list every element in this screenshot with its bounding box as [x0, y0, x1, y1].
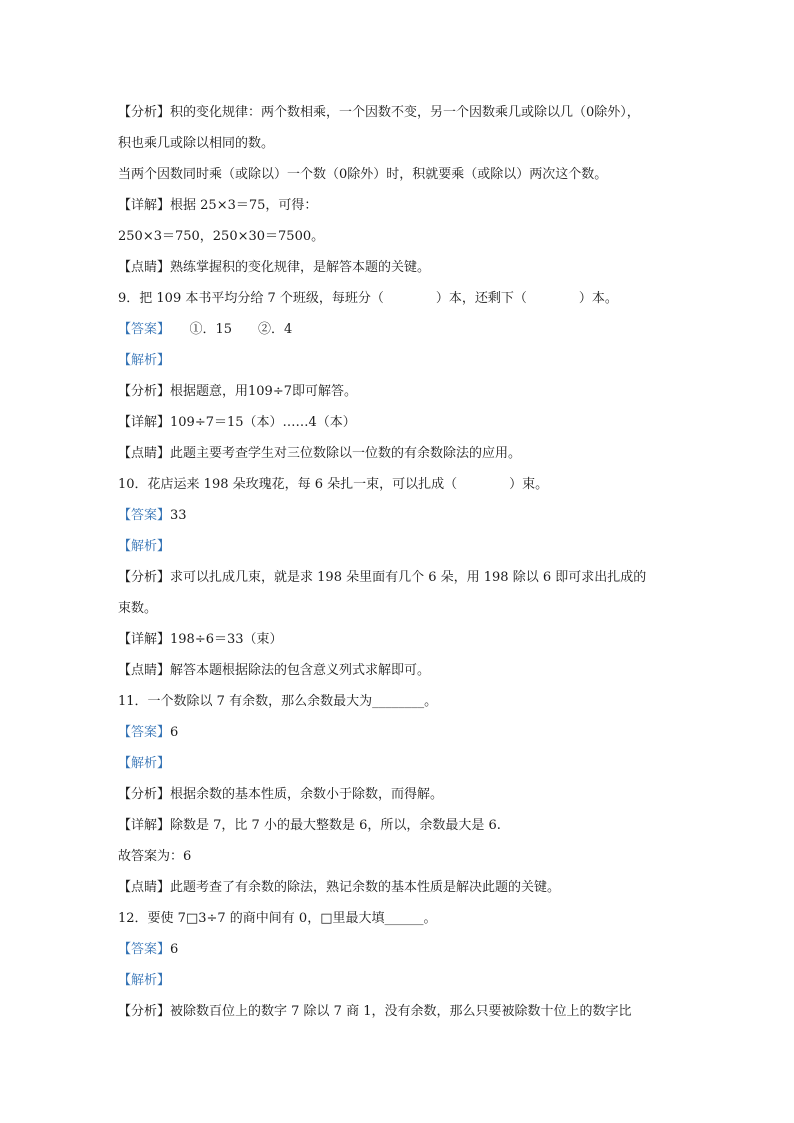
analysis-line-2: 积也乘几或除以相同的数。 [118, 136, 275, 151]
analysis-line-3: 当两个因数同时乘（或除以）一个数（0除外）时，积就要乘（或除以）两次这个数。 [118, 167, 608, 182]
explanation-heading-11: 【解析】 [118, 756, 171, 771]
detail-11: 【详解】除数是 7，比 7 小的最大整数是 6，所以，余数最大是 6. [118, 818, 501, 833]
question-11: 11．一个数除以 7 有余数，那么余数最大为________。 [118, 694, 438, 709]
analysis-10-line-1: 【分析】求可以扎成几束，就是求 198 朵里面有几个 6 朵，用 198 除以 6 即可求出扎成的 [118, 570, 647, 585]
answer-12: 【答案】6 [118, 942, 179, 957]
comment-line: 【点睛】熟练掌握积的变化规律，是解答本题的关键。 [118, 260, 431, 275]
explanation-heading-9: 【解析】 [118, 353, 171, 368]
detail-9: 【详解】109÷7＝15（本）……4（本） [118, 415, 356, 430]
question-10: 10．花店运来 198 朵玫瑰花，每 6 朵扎一束，可以扎成（ ）束。 [118, 477, 549, 492]
explanation-heading-10: 【解析】 [118, 539, 171, 554]
comment-11: 【点睛】此题考查了有余数的除法，熟记余数的基本性质是解决此题的关键。 [118, 880, 561, 895]
explanation-heading-12: 【解析】 [118, 973, 171, 988]
question-12: 12．要使 7□3÷7 的商中间有 0，□里最大填______。 [118, 911, 437, 926]
question-9: 9．把 109 本书平均分给 7 个班级，每班分（ ）本，还剩下（ ）本。 [118, 291, 618, 306]
analysis-10-line-2: 束数。 [118, 601, 158, 616]
answer-10: 【答案】33 [118, 508, 187, 523]
analysis-line-1: 【分析】积的变化规律：两个数相乘，一个因数不变，另一个因数乘几或除以几（0除外）， [118, 105, 640, 120]
answer-9: 【答案】 ①．15 ②．4 [118, 322, 293, 337]
analysis-9: 【分析】根据题意，用109÷7即可解答。 [118, 384, 357, 399]
detail-line-2: 250×3＝750，250×30＝7500。 [118, 229, 325, 244]
answer-statement-11: 故答案为：6 [118, 849, 192, 864]
analysis-12: 【分析】被除数百位上的数字 7 除以 7 商 1，没有余数，那么只要被除数十位上的数字比 [118, 1004, 632, 1019]
comment-10: 【点睛】解答本题根据除法的包含意义列式求解即可。 [118, 663, 431, 678]
detail-10: 【详解】198÷6＝33（束） [118, 632, 283, 647]
analysis-11: 【分析】根据余数的基本性质，余数小于除数，而得解。 [118, 787, 444, 802]
answer-11: 【答案】6 [118, 725, 179, 740]
detail-line-1: 【详解】根据 25×3＝75，可得： [118, 198, 318, 213]
comment-9: 【点睛】此题主要考查学生对三位数除以一位数的有余数除法的应用。 [118, 446, 522, 461]
